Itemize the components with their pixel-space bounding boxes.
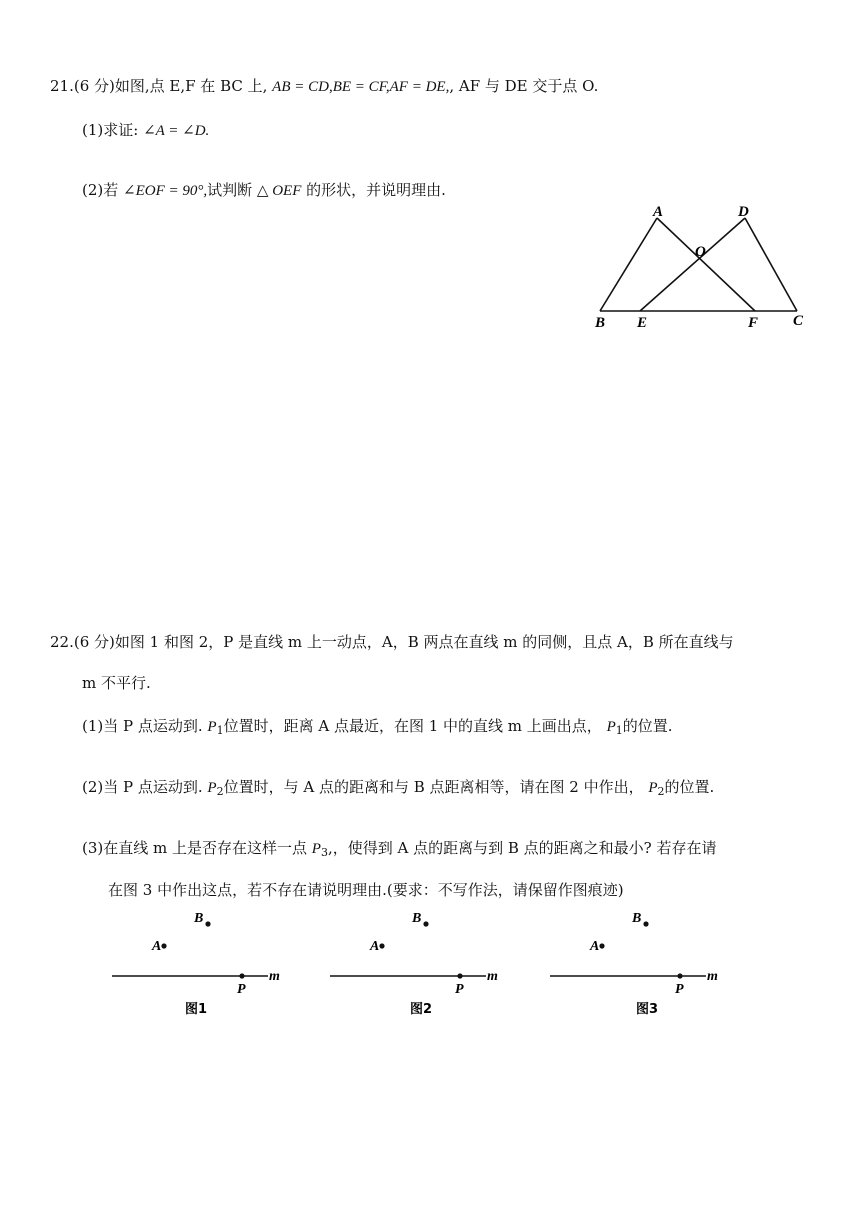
label-A: A <box>152 939 162 954</box>
q21-part1-label: (1)求证: <box>82 121 144 139</box>
segment-AF <box>657 218 755 311</box>
q22-part1-suffix: 的位置. <box>622 717 673 735</box>
q22-part2-suffix: 的位置. <box>664 778 715 796</box>
q21-suffix: , AF 与 DE 交于点 O. <box>449 77 599 95</box>
segment-DC <box>745 218 797 311</box>
q21-part1-math: ∠A = ∠D. <box>143 123 210 139</box>
figure-caption: 图1 <box>185 1002 208 1017</box>
label-C: C <box>793 313 804 329</box>
label-O: O <box>695 244 706 260</box>
q22-part1-mid: 位置时，距离 A 点最近，在图 1 中的直线 m 上画出点， <box>223 717 607 735</box>
label-P: P <box>237 982 246 997</box>
point-P <box>677 973 682 978</box>
q22-stem-line2: m 不平行. <box>82 674 151 692</box>
segment-DE <box>640 218 745 311</box>
q21-part2-suffix: 的形状，并说明理由. <box>301 181 446 199</box>
q21-part1 <box>82 120 209 141</box>
p1-subscript-2: 1 <box>615 724 623 737</box>
q21-part2-mid: 试判断 <box>207 181 257 199</box>
q22-stem-line1: 22.(6 分)如图 1 和图 2，P 是直线 m 上一动点，A，B 两点在直线 m 的同侧，且点 A，B 所在直线与 <box>50 633 734 651</box>
segment-AB <box>600 218 657 311</box>
label-P: P <box>675 982 684 997</box>
p3-symbol: P <box>311 841 321 857</box>
q21-conditions: AB = CD,BE = CF,AF = DE, <box>272 79 450 95</box>
point-P <box>457 973 462 978</box>
label-A: A <box>370 939 380 954</box>
q22-part1 <box>82 716 673 741</box>
point-B <box>643 921 648 926</box>
p2-subscript: 2 <box>216 785 224 798</box>
point-A <box>161 943 166 948</box>
label-m: m <box>269 969 280 984</box>
q21-prefix: 21.(6 分)如图,点 E,F 在 BC 上, <box>50 77 273 95</box>
label-B: B <box>632 911 642 926</box>
q22-part1-label: (1)当 P 点运动到. <box>82 717 208 735</box>
point-A <box>599 943 604 948</box>
label-B: B <box>595 315 606 331</box>
q21-part2 <box>82 180 446 201</box>
label-m: m <box>487 969 498 984</box>
p1-subscript: 1 <box>216 724 224 737</box>
point-B <box>423 921 428 926</box>
label-E: E <box>637 315 648 331</box>
q22-part2-label: (2)当 P 点运动到. <box>82 778 208 796</box>
q21-stem <box>50 76 598 97</box>
q22-part3-label: (3)在直线 m 上是否存在这样一点 <box>82 839 312 857</box>
q22-figure-1 <box>108 905 288 1020</box>
q21-figure <box>585 198 815 338</box>
q22-part2-mid: 位置时，与 A 点的距离和与 B 点距离相等，请在图 2 中作出， <box>223 778 649 796</box>
label-P: P <box>455 982 464 997</box>
p3-subscript: 3 <box>320 846 328 859</box>
q22-part3-line2: 在图 3 中作出这点，若不存在请说明理由.(要求：不写作法，请保留作图痕迹) <box>108 881 624 899</box>
q21-part2-math: ∠EOF = 90°, <box>123 183 208 199</box>
label-D: D <box>738 204 749 220</box>
label-A: A <box>590 939 600 954</box>
point-B <box>205 921 210 926</box>
label-B: B <box>194 911 204 926</box>
p1-symbol-2: P <box>606 719 616 735</box>
label-B: B <box>412 911 422 926</box>
label-A: A <box>653 204 664 220</box>
q22-part3 <box>82 838 716 863</box>
q21-part2-label: (2)若 <box>82 181 124 199</box>
q22-part2 <box>82 777 714 802</box>
point-A <box>379 943 384 948</box>
q21-part2-triangle: △ OEF <box>256 183 302 199</box>
q22-figure-2 <box>326 905 506 1020</box>
label-F: F <box>748 315 759 331</box>
figure-caption: 图2 <box>410 1002 433 1017</box>
q22-part3-suffix: ,，使得到 A 点的距离与到 B 点的距离之和最小? 若存在请 <box>327 839 717 857</box>
p2-symbol: P <box>207 780 217 796</box>
point-P <box>239 973 244 978</box>
p2-subscript-2: 2 <box>657 785 665 798</box>
figure-caption: 图3 <box>636 1002 659 1017</box>
q22-figure-3 <box>546 905 726 1020</box>
label-m: m <box>707 969 718 984</box>
p1-symbol: P <box>207 719 217 735</box>
p2-symbol-2: P <box>648 780 658 796</box>
